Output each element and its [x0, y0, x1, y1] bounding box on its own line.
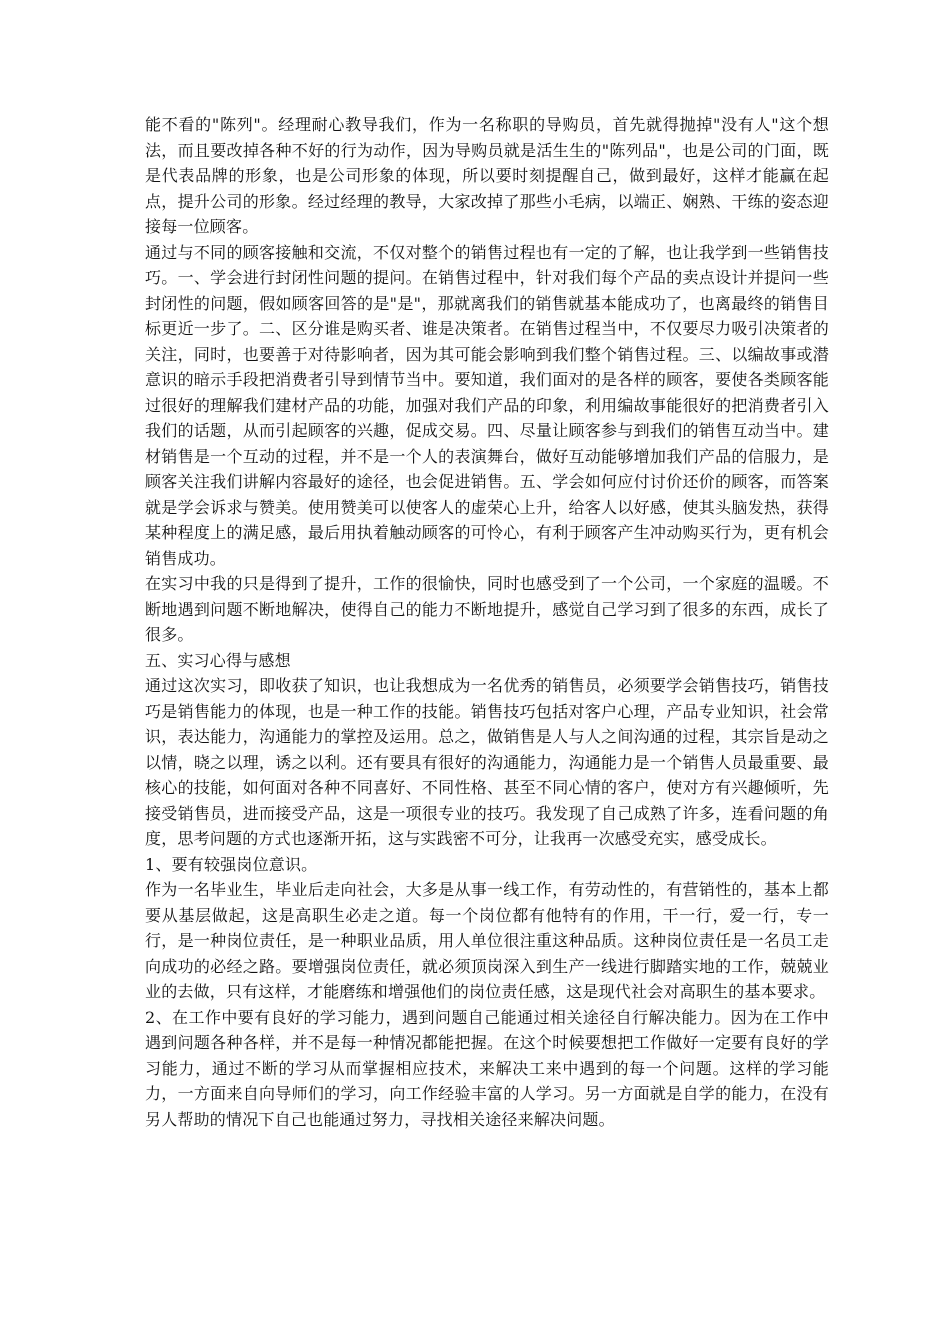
paragraph-internship-growth: 在实习中我的只是得到了提升，工作的很愉快，同时也感受到了一个公司，一个家庭的温暖。不断地遇到问题不断地解决，使得自己的能力不断地提升，感觉自己学习到了很多的东西，成长了很多。 [145, 574, 829, 644]
paragraph-sales-techniques: 通过与不同的顾客接触和交流，不仅对整个的销售过程也有一定的了解，也让我学到一些销售技巧。一、学会进行封闭性问题的提问。在销售过程中，针对我们每个产品的卖点设计并提问一些封闭性的问题，假如顾客回答的是"是"，那就离我们的销售就基本能成功了，也离最终的销售目标更近一步了。二、区分谁是购买者、谁是决策者。在销售过程当中，不仅要尽力吸引决策者的关注，同时，也要善于对待影响者，因为其可能会影响到我们整个销售过程。三、以编故事或潜意识的暗示手段把消费者引导到情节当中。要知道，我们面对的是各样的顾客，要使各类顾客能过很好的理解我们建材产品的功能，加强对我们产品的印象，利用编故事能很好的把消费者引入我们的话题，从而引起顾客的兴趣，促成交易。四、尽量让顾客参与到我们的销售互动当中。建材销售是一个互动的过程，并不是一个人的表演舞台，做好互动能够增加我们产品的信服力，是顾客关注我们讲解内容最好的途径，也会促进销售。五、学会如何应付讨价还价的顾客，而答案就是学会诉求与赞美。使用赞美可以使客人的虚荣心上升，给客人以好感，使其头脑发热，获得某种程度上的满足感，最后用执着触动顾客的可怜心，有利于顾客产生冲动购买行为，更有机会销售成功。 [145, 242, 829, 568]
paragraph-job-awareness: 作为一名毕业生，毕业后走向社会，大多是从事一线工作，有劳动性的，有营销性的，基本上都要从基层做起，这是高职生必走之道。每一个岗位都有他特有的作用，干一行，爱一行，专一行，是一种岗位责任，是一种职业品质，用人单位很注重这种品质。这种岗位责任是一名员工走向成功的必经之路。要增强岗位责任，就必须顶岗深入到生产一线进行脚踏实地的工作，兢兢业业的去做，只有这样，才能磨练和增强他们的岗位责任感，这是现代社会对高职生的基本要求。 [145, 880, 829, 1001]
section-heading-reflections: 五、实习心得与感想 [145, 650, 291, 670]
subheading-job-awareness: 1、要有较强岗位意识。 [145, 854, 318, 874]
document-body [145, 112, 829, 1132]
paragraph-exhibit: 能不看的"陈列"。经理耐心教导我们，作为一名称职的导购员，首先就得抛掉"没有人"这个想法，而且要改掉各种不好的行为动作，因为导购员就是活生生的"陈列品"，也是公司的门面，既是代表品牌的形象，也是公司形象的体现，所以要时刻提醒自己，做到最好，这样才能赢在起点，提升公司的形象。经过经理的教导，大家改掉了那些小毛病，以端正、娴熟、干练的姿态迎接每一位顾客。 [145, 115, 829, 236]
paragraph-reflections: 通过这次实习，即收获了知识，也让我想成为一名优秀的销售员，必须要学会销售技巧，销售技巧是销售能力的体现，也是一种工作的技能。销售技巧包括对客户心理，产品专业知识，社会常识，表达能力，沟通能力的掌控及运用。总之，做销售是人与人之间沟通的过程，其宗旨是动之以情，晓之以理，诱之以利。还有要具有很好的沟通能力，沟通能力是一个销售人员最重要、最核心的技能，如何面对各种不同喜好、不同性格、甚至不同心情的客户，使对方有兴趣倾听，先接受销售员，进而接受产品，这是一项很专业的技巧。我发现了自己成熟了许多，连看问题的角度，思考问题的方式也逐渐开拓，这与实践密不可分，让我再一次感受充实，感受成长。 [145, 676, 829, 848]
paragraph-learning-ability: 2、在工作中要有良好的学习能力，遇到问题自己能通过相关途径自行解决能力。因为在工作中遇到问题各种各样，并不是每一种情况都能把握。在这个时候要想把工作做好一定要有良好的学习能力，通过不断的学习从而掌握相应技术，来解决工来中遇到的每一个问题。这样的学习能力，一方面来自向导师们的学习，向工作经验丰富的人学习。另一方面就是自学的能力，在没有另人帮助的情况下自己也能通过努力，寻找相关途径来解决问题。 [145, 1007, 829, 1129]
